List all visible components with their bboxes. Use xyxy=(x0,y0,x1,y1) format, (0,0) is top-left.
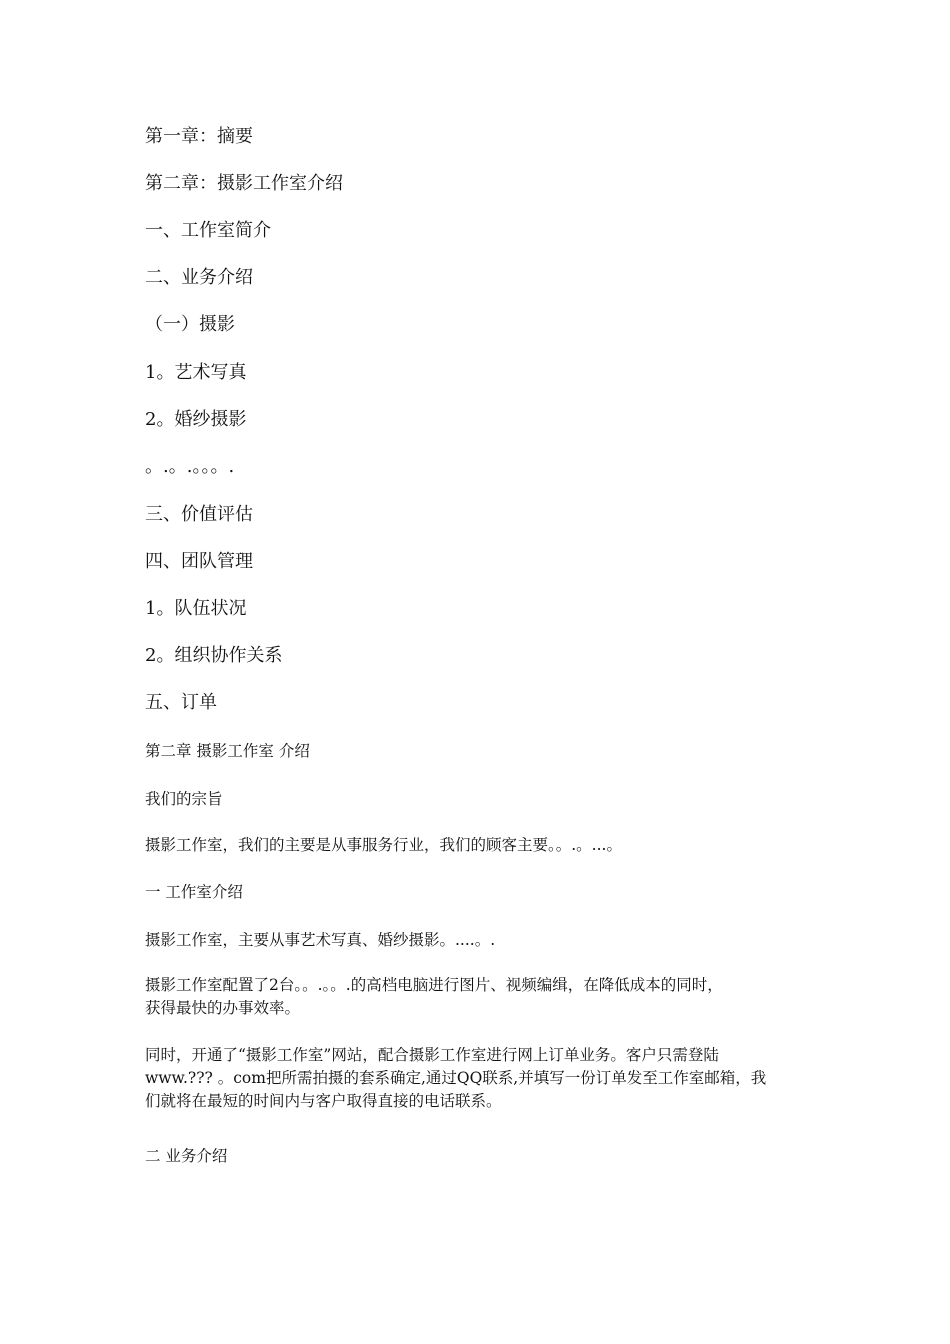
toc-ellipsis: 。.。.。。。. xyxy=(145,456,235,477)
chapter-heading: 第二章 摄影工作室 介绍 xyxy=(145,742,310,760)
toc-section-valuation: 三、价值评估 xyxy=(145,504,253,525)
toc-section-business: 二、业务介绍 xyxy=(145,267,253,288)
section1-text: 摄影工作室，主要从事艺术写真、婚纱摄影。....。. xyxy=(145,931,496,949)
toc-subsection-photography: （一）摄影 xyxy=(145,314,235,335)
equipment-paragraph xyxy=(145,974,805,1020)
paragraph-line: 获得最快的办事效率。 xyxy=(145,999,301,1017)
paragraph-line: 摄影工作室配置了2台。。.。。.的高档电脑进行图片、视频编缉，在降低成本的同时， xyxy=(145,976,723,994)
toc-item-art-portrait: 1。艺术写真 xyxy=(145,362,247,383)
section1-heading: 一 工作室介绍 xyxy=(145,883,243,901)
toc-section-team: 四、团队管理 xyxy=(145,551,253,572)
toc-item-team-status: 1。队伍状况 xyxy=(145,598,247,619)
toc-item-wedding: 2。婚纱摄影 xyxy=(145,409,247,430)
paragraph-line: www.??? 。com把所需拍摄的套系确定,通过QQ联系,并填写一份订单发至工作室邮箱，我 xyxy=(145,1069,767,1087)
toc-section-studio-intro: 一、工作室简介 xyxy=(145,220,271,241)
website-paragraph xyxy=(145,1044,805,1113)
toc-chapter-1: 第一章：摘要 xyxy=(145,126,253,147)
toc-section-orders: 五、订单 xyxy=(145,692,217,713)
paragraph-line: 同时，开通了“摄影工作室”网站，配合摄影工作室进行网上订单业务。客户只需登陆 xyxy=(145,1046,719,1064)
section2-heading: 二 业务介绍 xyxy=(145,1147,228,1165)
purpose-text: 摄影工作室，我们的主要是从事服务行业，我们的顾客主要。。.。...。 xyxy=(145,836,622,854)
purpose-heading: 我们的宗旨 xyxy=(145,790,223,808)
toc-chapter-2: 第二章：摄影工作室介绍 xyxy=(145,173,343,194)
paragraph-line: 们就将在最短的时间内与客户取得直接的电话联系。 xyxy=(145,1092,502,1110)
toc-item-org-relations: 2。组织协作关系 xyxy=(145,645,283,666)
